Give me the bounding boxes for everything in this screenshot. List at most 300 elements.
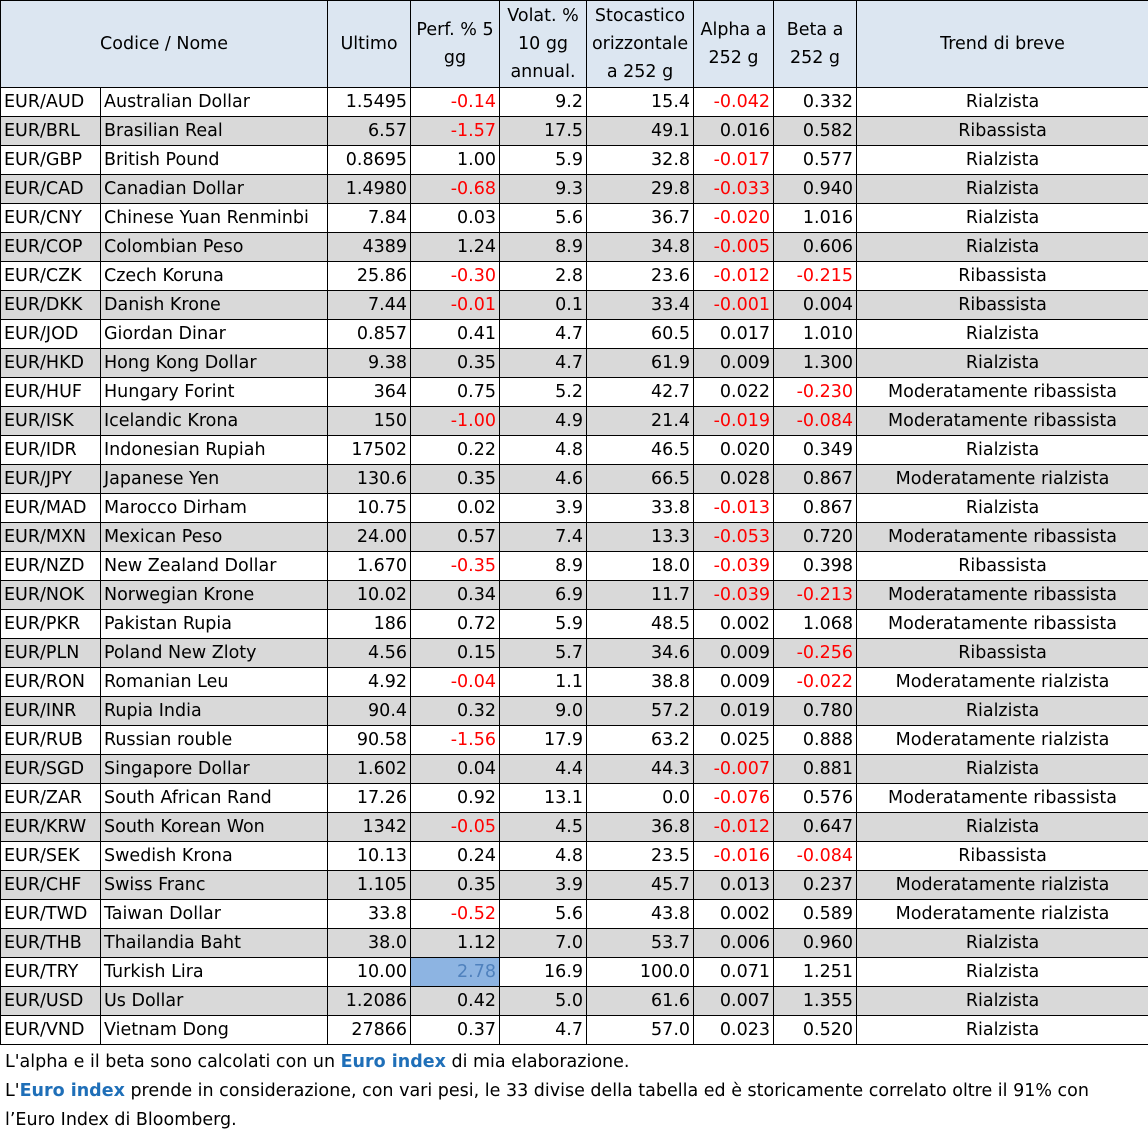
cell-code[interactable]: EUR/DKK (1, 291, 101, 320)
cell-code[interactable]: EUR/BRL (1, 117, 101, 146)
cell-trend[interactable]: Rialzista (857, 146, 1148, 175)
cell-beta[interactable]: 0.332 (774, 88, 857, 117)
header-trend[interactable]: Trend di breve (857, 1, 1148, 88)
cell-code[interactable]: EUR/COP (1, 233, 101, 262)
header-alpha[interactable]: Alpha a 252 g (694, 1, 774, 88)
cell-beta[interactable]: 0.888 (774, 726, 857, 755)
cell-name[interactable]: Giordan Dinar (101, 320, 328, 349)
cell-trend[interactable]: Moderatamente rialzista (857, 465, 1148, 494)
cell-trend[interactable]: Moderatamente rialzista (857, 668, 1148, 697)
cell-alpha[interactable]: 0.002 (694, 900, 774, 929)
cell-trend[interactable]: Moderatamente ribassista (857, 581, 1148, 610)
cell-beta[interactable]: 1.010 (774, 320, 857, 349)
cell-beta[interactable]: 1.016 (774, 204, 857, 233)
cell-beta[interactable]: 0.577 (774, 146, 857, 175)
cell-alpha[interactable]: -0.005 (694, 233, 774, 262)
cell-last[interactable]: 1.5495 (328, 88, 411, 117)
cell-trend[interactable]: Moderatamente rialzista (857, 726, 1148, 755)
cell-code[interactable]: EUR/ZAR (1, 784, 101, 813)
cell-name[interactable]: Indonesian Rupiah (101, 436, 328, 465)
cell-name[interactable]: Rupia India (101, 697, 328, 726)
cell-code[interactable]: EUR/RON (1, 668, 101, 697)
header-last[interactable]: Ultimo (328, 1, 411, 88)
cell-beta[interactable]: 0.720 (774, 523, 857, 552)
cell-perf[interactable]: -1.57 (411, 117, 500, 146)
cell-stoch[interactable]: 100.0 (587, 958, 694, 987)
cell-code[interactable]: EUR/PLN (1, 639, 101, 668)
cell-last[interactable]: 17.26 (328, 784, 411, 813)
cell-stoch[interactable]: 36.7 (587, 204, 694, 233)
cell-last[interactable]: 38.0 (328, 929, 411, 958)
cell-trend[interactable]: Moderatamente ribassista (857, 407, 1148, 436)
cell-trend[interactable]: Rialzista (857, 813, 1148, 842)
cell-beta[interactable]: -0.213 (774, 581, 857, 610)
cell-last[interactable]: 4389 (328, 233, 411, 262)
cell-trend[interactable]: Moderatamente rialzista (857, 871, 1148, 900)
header-volat[interactable]: Volat. % 10 gg annual. (500, 1, 587, 88)
cell-volat[interactable]: 5.0 (500, 987, 587, 1016)
cell-perf[interactable]: 0.35 (411, 871, 500, 900)
cell-alpha[interactable]: -0.007 (694, 755, 774, 784)
cell-perf[interactable]: -1.56 (411, 726, 500, 755)
cell-trend[interactable]: Ribassista (857, 552, 1148, 581)
cell-last[interactable]: 186 (328, 610, 411, 639)
cell-perf[interactable]: 0.22 (411, 436, 500, 465)
cell-volat[interactable]: 0.1 (500, 291, 587, 320)
cell-last[interactable]: 17502 (328, 436, 411, 465)
cell-alpha[interactable]: 0.009 (694, 349, 774, 378)
cell-alpha[interactable]: 0.007 (694, 987, 774, 1016)
cell-last[interactable]: 0.857 (328, 320, 411, 349)
cell-trend[interactable]: Rialzista (857, 755, 1148, 784)
cell-alpha[interactable]: 0.028 (694, 465, 774, 494)
cell-perf[interactable]: -1.00 (411, 407, 500, 436)
cell-beta[interactable]: 1.068 (774, 610, 857, 639)
cell-beta[interactable]: 0.576 (774, 784, 857, 813)
cell-stoch[interactable]: 61.6 (587, 987, 694, 1016)
cell-code[interactable]: EUR/GBP (1, 146, 101, 175)
cell-name[interactable]: Russian rouble (101, 726, 328, 755)
cell-name[interactable]: British Pound (101, 146, 328, 175)
cell-volat[interactable]: 1.1 (500, 668, 587, 697)
cell-name[interactable]: Hungary Forint (101, 378, 328, 407)
cell-name[interactable]: Us Dollar (101, 987, 328, 1016)
cell-beta[interactable]: 0.606 (774, 233, 857, 262)
cell-stoch[interactable]: 32.8 (587, 146, 694, 175)
cell-trend[interactable]: Rialzista (857, 494, 1148, 523)
cell-beta[interactable]: 0.582 (774, 117, 857, 146)
cell-alpha[interactable]: 0.009 (694, 668, 774, 697)
cell-volat[interactable]: 4.8 (500, 436, 587, 465)
cell-alpha[interactable]: -0.039 (694, 581, 774, 610)
cell-volat[interactable]: 8.9 (500, 552, 587, 581)
cell-name[interactable]: South Korean Won (101, 813, 328, 842)
cell-trend[interactable]: Ribassista (857, 117, 1148, 146)
cell-beta[interactable]: -0.084 (774, 407, 857, 436)
cell-beta[interactable]: 0.589 (774, 900, 857, 929)
cell-beta[interactable]: 0.780 (774, 697, 857, 726)
cell-alpha[interactable]: 0.071 (694, 958, 774, 987)
cell-perf[interactable]: -0.30 (411, 262, 500, 291)
cell-stoch[interactable]: 34.6 (587, 639, 694, 668)
cell-last[interactable]: 1.4980 (328, 175, 411, 204)
header-code-name[interactable]: Codice / Nome (1, 1, 328, 88)
cell-perf[interactable]: 1.24 (411, 233, 500, 262)
cell-stoch[interactable]: 33.4 (587, 291, 694, 320)
cell-beta[interactable]: 0.867 (774, 494, 857, 523)
cell-code[interactable]: EUR/SGD (1, 755, 101, 784)
cell-last[interactable]: 364 (328, 378, 411, 407)
cell-stoch[interactable]: 23.5 (587, 842, 694, 871)
cell-alpha[interactable]: 0.006 (694, 929, 774, 958)
cell-trend[interactable]: Rialzista (857, 175, 1148, 204)
cell-beta[interactable]: 0.237 (774, 871, 857, 900)
cell-alpha[interactable]: -0.012 (694, 262, 774, 291)
cell-beta[interactable]: -0.230 (774, 378, 857, 407)
cell-last[interactable]: 1.602 (328, 755, 411, 784)
cell-stoch[interactable]: 53.7 (587, 929, 694, 958)
cell-code[interactable]: EUR/HUF (1, 378, 101, 407)
cell-beta[interactable]: 0.349 (774, 436, 857, 465)
cell-volat[interactable]: 5.9 (500, 610, 587, 639)
cell-code[interactable]: EUR/ISK (1, 407, 101, 436)
cell-stoch[interactable]: 66.5 (587, 465, 694, 494)
header-beta[interactable]: Beta a 252 g (774, 1, 857, 88)
cell-beta[interactable]: -0.256 (774, 639, 857, 668)
cell-trend[interactable]: Moderatamente ribassista (857, 784, 1148, 813)
cell-perf[interactable]: 0.35 (411, 349, 500, 378)
cell-code[interactable]: EUR/SEK (1, 842, 101, 871)
cell-volat[interactable]: 4.6 (500, 465, 587, 494)
cell-beta[interactable]: 0.647 (774, 813, 857, 842)
cell-stoch[interactable]: 23.6 (587, 262, 694, 291)
cell-stoch[interactable]: 42.7 (587, 378, 694, 407)
cell-name[interactable]: Czech Koruna (101, 262, 328, 291)
cell-perf[interactable]: 0.24 (411, 842, 500, 871)
cell-stoch[interactable]: 48.5 (587, 610, 694, 639)
cell-beta[interactable]: 1.355 (774, 987, 857, 1016)
cell-alpha[interactable]: -0.016 (694, 842, 774, 871)
cell-trend[interactable]: Rialzista (857, 958, 1148, 987)
cell-last[interactable]: 10.13 (328, 842, 411, 871)
cell-last[interactable]: 1342 (328, 813, 411, 842)
cell-last[interactable]: 24.00 (328, 523, 411, 552)
cell-name[interactable]: Vietnam Dong (101, 1016, 328, 1045)
cell-stoch[interactable]: 45.7 (587, 871, 694, 900)
cell-last[interactable]: 25.86 (328, 262, 411, 291)
cell-perf[interactable]: 0.15 (411, 639, 500, 668)
cell-last[interactable]: 10.02 (328, 581, 411, 610)
cell-name[interactable]: Norwegian Krone (101, 581, 328, 610)
cell-volat[interactable]: 5.9 (500, 146, 587, 175)
cell-volat[interactable]: 9.3 (500, 175, 587, 204)
cell-trend[interactable]: Rialzista (857, 697, 1148, 726)
cell-name[interactable]: Pakistan Rupia (101, 610, 328, 639)
cell-perf[interactable]: 0.03 (411, 204, 500, 233)
cell-volat[interactable]: 17.5 (500, 117, 587, 146)
cell-volat[interactable]: 2.8 (500, 262, 587, 291)
cell-volat[interactable]: 7.0 (500, 929, 587, 958)
header-stoch[interactable]: Stocastico orizzontale a 252 g (587, 1, 694, 88)
cell-alpha[interactable]: -0.042 (694, 88, 774, 117)
cell-code[interactable]: EUR/CNY (1, 204, 101, 233)
cell-code[interactable]: EUR/INR (1, 697, 101, 726)
cell-alpha[interactable]: -0.053 (694, 523, 774, 552)
cell-name[interactable]: Hong Kong Dollar (101, 349, 328, 378)
cell-stoch[interactable]: 38.8 (587, 668, 694, 697)
cell-code[interactable]: EUR/PKR (1, 610, 101, 639)
cell-beta[interactable]: 0.398 (774, 552, 857, 581)
cell-volat[interactable]: 5.6 (500, 204, 587, 233)
cell-volat[interactable]: 4.7 (500, 1016, 587, 1045)
cell-volat[interactable]: 4.8 (500, 842, 587, 871)
cell-alpha[interactable]: -0.019 (694, 407, 774, 436)
cell-trend[interactable]: Rialzista (857, 88, 1148, 117)
cell-trend[interactable]: Rialzista (857, 1016, 1148, 1045)
cell-trend[interactable]: Moderatamente ribassista (857, 378, 1148, 407)
cell-name[interactable]: Singapore Dollar (101, 755, 328, 784)
cell-alpha[interactable]: -0.033 (694, 175, 774, 204)
cell-alpha[interactable]: 0.013 (694, 871, 774, 900)
cell-trend[interactable]: Ribassista (857, 842, 1148, 871)
cell-stoch[interactable]: 49.1 (587, 117, 694, 146)
cell-beta[interactable]: 0.940 (774, 175, 857, 204)
cell-volat[interactable]: 3.9 (500, 494, 587, 523)
cell-last[interactable]: 10.00 (328, 958, 411, 987)
cell-stoch[interactable]: 57.2 (587, 697, 694, 726)
cell-code[interactable]: EUR/HKD (1, 349, 101, 378)
cell-trend[interactable]: Ribassista (857, 262, 1148, 291)
cell-code[interactable]: EUR/VND (1, 1016, 101, 1045)
cell-last[interactable]: 9.38 (328, 349, 411, 378)
cell-code[interactable]: EUR/AUD (1, 88, 101, 117)
cell-perf[interactable]: -0.05 (411, 813, 500, 842)
cell-perf[interactable]: 0.57 (411, 523, 500, 552)
header-perf[interactable]: Perf. % 5 gg (411, 1, 500, 88)
cell-stoch[interactable]: 44.3 (587, 755, 694, 784)
cell-last[interactable]: 33.8 (328, 900, 411, 929)
cell-code[interactable]: EUR/CAD (1, 175, 101, 204)
cell-last[interactable]: 1.105 (328, 871, 411, 900)
cell-perf[interactable]: 0.02 (411, 494, 500, 523)
cell-last[interactable]: 7.44 (328, 291, 411, 320)
cell-perf[interactable]: 0.72 (411, 610, 500, 639)
cell-name[interactable]: New Zealand Dollar (101, 552, 328, 581)
cell-name[interactable]: Canadian Dollar (101, 175, 328, 204)
cell-name[interactable]: Swiss Franc (101, 871, 328, 900)
cell-name[interactable]: Danish Krone (101, 291, 328, 320)
cell-name[interactable]: Thailandia Baht (101, 929, 328, 958)
cell-last[interactable]: 150 (328, 407, 411, 436)
cell-alpha[interactable]: -0.039 (694, 552, 774, 581)
cell-last[interactable]: 1.2086 (328, 987, 411, 1016)
cell-volat[interactable]: 9.0 (500, 697, 587, 726)
cell-name[interactable]: Romanian Leu (101, 668, 328, 697)
cell-stoch[interactable]: 43.8 (587, 900, 694, 929)
cell-beta[interactable]: 0.960 (774, 929, 857, 958)
cell-volat[interactable]: 17.9 (500, 726, 587, 755)
cell-alpha[interactable]: 0.020 (694, 436, 774, 465)
cell-trend[interactable]: Moderatamente ribassista (857, 523, 1148, 552)
cell-last[interactable]: 90.58 (328, 726, 411, 755)
cell-code[interactable]: EUR/CZK (1, 262, 101, 291)
cell-alpha[interactable]: 0.009 (694, 639, 774, 668)
cell-stoch[interactable]: 63.2 (587, 726, 694, 755)
cell-code[interactable]: EUR/THB (1, 929, 101, 958)
cell-trend[interactable]: Rialzista (857, 929, 1148, 958)
cell-last[interactable]: 1.670 (328, 552, 411, 581)
cell-perf[interactable]: 0.41 (411, 320, 500, 349)
cell-name[interactable]: Icelandic Krona (101, 407, 328, 436)
cell-name[interactable]: Marocco Dirham (101, 494, 328, 523)
cell-alpha[interactable]: 0.022 (694, 378, 774, 407)
cell-beta[interactable]: -0.084 (774, 842, 857, 871)
cell-volat[interactable]: 5.7 (500, 639, 587, 668)
cell-perf[interactable]: 0.42 (411, 987, 500, 1016)
cell-volat[interactable]: 3.9 (500, 871, 587, 900)
cell-name[interactable]: Japanese Yen (101, 465, 328, 494)
cell-beta[interactable]: 0.004 (774, 291, 857, 320)
cell-perf[interactable]: 1.00 (411, 146, 500, 175)
cell-perf[interactable]: 1.12 (411, 929, 500, 958)
cell-stoch[interactable]: 13.3 (587, 523, 694, 552)
cell-perf[interactable]: -0.14 (411, 88, 500, 117)
cell-beta[interactable]: -0.215 (774, 262, 857, 291)
cell-volat[interactable]: 16.9 (500, 958, 587, 987)
cell-trend[interactable]: Moderatamente rialzista (857, 900, 1148, 929)
cell-code[interactable]: EUR/USD (1, 987, 101, 1016)
cell-perf[interactable]: -0.35 (411, 552, 500, 581)
cell-alpha[interactable]: -0.013 (694, 494, 774, 523)
cell-name[interactable]: Brasilian Real (101, 117, 328, 146)
cell-perf[interactable]: -0.01 (411, 291, 500, 320)
cell-beta[interactable]: 0.867 (774, 465, 857, 494)
cell-stoch[interactable]: 18.0 (587, 552, 694, 581)
cell-perf[interactable]: 0.37 (411, 1016, 500, 1045)
cell-stoch[interactable]: 0.0 (587, 784, 694, 813)
cell-code[interactable]: EUR/MAD (1, 494, 101, 523)
cell-last[interactable]: 4.56 (328, 639, 411, 668)
cell-perf[interactable]: -0.68 (411, 175, 500, 204)
cell-alpha[interactable]: -0.012 (694, 813, 774, 842)
cell-volat[interactable]: 6.9 (500, 581, 587, 610)
cell-name[interactable]: Mexican Peso (101, 523, 328, 552)
cell-stoch[interactable]: 29.8 (587, 175, 694, 204)
cell-perf[interactable]: 0.34 (411, 581, 500, 610)
cell-stoch[interactable]: 60.5 (587, 320, 694, 349)
cell-stoch[interactable]: 21.4 (587, 407, 694, 436)
cell-beta[interactable]: -0.022 (774, 668, 857, 697)
cell-alpha[interactable]: 0.016 (694, 117, 774, 146)
cell-stoch[interactable]: 34.8 (587, 233, 694, 262)
cell-trend[interactable]: Moderatamente ribassista (857, 610, 1148, 639)
cell-perf[interactable]: -0.04 (411, 668, 500, 697)
cell-last[interactable]: 7.84 (328, 204, 411, 233)
cell-trend[interactable]: Ribassista (857, 291, 1148, 320)
cell-last[interactable]: 130.6 (328, 465, 411, 494)
cell-beta[interactable]: 1.251 (774, 958, 857, 987)
cell-alpha[interactable]: 0.023 (694, 1016, 774, 1045)
cell-name[interactable]: Swedish Krona (101, 842, 328, 871)
cell-perf[interactable]: 0.32 (411, 697, 500, 726)
cell-alpha[interactable]: -0.017 (694, 146, 774, 175)
cell-last[interactable]: 0.8695 (328, 146, 411, 175)
cell-volat[interactable]: 5.2 (500, 378, 587, 407)
cell-stoch[interactable]: 33.8 (587, 494, 694, 523)
cell-code[interactable]: EUR/KRW (1, 813, 101, 842)
cell-last[interactable]: 10.75 (328, 494, 411, 523)
cell-beta[interactable]: 1.300 (774, 349, 857, 378)
cell-alpha[interactable]: -0.020 (694, 204, 774, 233)
cell-trend[interactable]: Rialzista (857, 436, 1148, 465)
cell-name[interactable]: Colombian Peso (101, 233, 328, 262)
cell-code[interactable]: EUR/JPY (1, 465, 101, 494)
cell-name[interactable]: Poland New Zloty (101, 639, 328, 668)
cell-perf[interactable]: 2.78 (411, 958, 500, 987)
cell-alpha[interactable]: 0.025 (694, 726, 774, 755)
cell-stoch[interactable]: 15.4 (587, 88, 694, 117)
cell-trend[interactable]: Rialzista (857, 349, 1148, 378)
cell-code[interactable]: EUR/TRY (1, 958, 101, 987)
cell-alpha[interactable]: 0.019 (694, 697, 774, 726)
cell-volat[interactable]: 4.7 (500, 320, 587, 349)
cell-last[interactable]: 27866 (328, 1016, 411, 1045)
cell-volat[interactable]: 4.7 (500, 349, 587, 378)
cell-alpha[interactable]: 0.017 (694, 320, 774, 349)
cell-volat[interactable]: 5.6 (500, 900, 587, 929)
cell-alpha[interactable]: -0.076 (694, 784, 774, 813)
cell-last[interactable]: 6.57 (328, 117, 411, 146)
cell-name[interactable]: Turkish Lira (101, 958, 328, 987)
cell-trend[interactable]: Rialzista (857, 987, 1148, 1016)
cell-beta[interactable]: 0.881 (774, 755, 857, 784)
cell-perf[interactable]: 0.75 (411, 378, 500, 407)
cell-volat[interactable]: 7.4 (500, 523, 587, 552)
cell-volat[interactable]: 4.4 (500, 755, 587, 784)
cell-stoch[interactable]: 61.9 (587, 349, 694, 378)
cell-trend[interactable]: Rialzista (857, 320, 1148, 349)
cell-volat[interactable]: 8.9 (500, 233, 587, 262)
cell-code[interactable]: EUR/NOK (1, 581, 101, 610)
cell-trend[interactable]: Rialzista (857, 204, 1148, 233)
cell-perf[interactable]: -0.52 (411, 900, 500, 929)
cell-code[interactable]: EUR/CHF (1, 871, 101, 900)
cell-volat[interactable]: 4.9 (500, 407, 587, 436)
cell-volat[interactable]: 13.1 (500, 784, 587, 813)
cell-code[interactable]: EUR/IDR (1, 436, 101, 465)
cell-code[interactable]: EUR/TWD (1, 900, 101, 929)
cell-name[interactable]: Australian Dollar (101, 88, 328, 117)
cell-alpha[interactable]: 0.002 (694, 610, 774, 639)
cell-volat[interactable]: 9.2 (500, 88, 587, 117)
cell-name[interactable]: Chinese Yuan Renminbi (101, 204, 328, 233)
cell-volat[interactable]: 4.5 (500, 813, 587, 842)
cell-last[interactable]: 4.92 (328, 668, 411, 697)
cell-beta[interactable]: 0.520 (774, 1016, 857, 1045)
cell-stoch[interactable]: 46.5 (587, 436, 694, 465)
cell-trend[interactable]: Rialzista (857, 233, 1148, 262)
cell-last[interactable]: 90.4 (328, 697, 411, 726)
cell-code[interactable]: EUR/JOD (1, 320, 101, 349)
cell-trend[interactable]: Ribassista (857, 639, 1148, 668)
cell-stoch[interactable]: 11.7 (587, 581, 694, 610)
cell-stoch[interactable]: 36.8 (587, 813, 694, 842)
cell-stoch[interactable]: 57.0 (587, 1016, 694, 1045)
cell-perf[interactable]: 0.04 (411, 755, 500, 784)
cell-perf[interactable]: 0.92 (411, 784, 500, 813)
cell-code[interactable]: EUR/NZD (1, 552, 101, 581)
cell-code[interactable]: EUR/MXN (1, 523, 101, 552)
